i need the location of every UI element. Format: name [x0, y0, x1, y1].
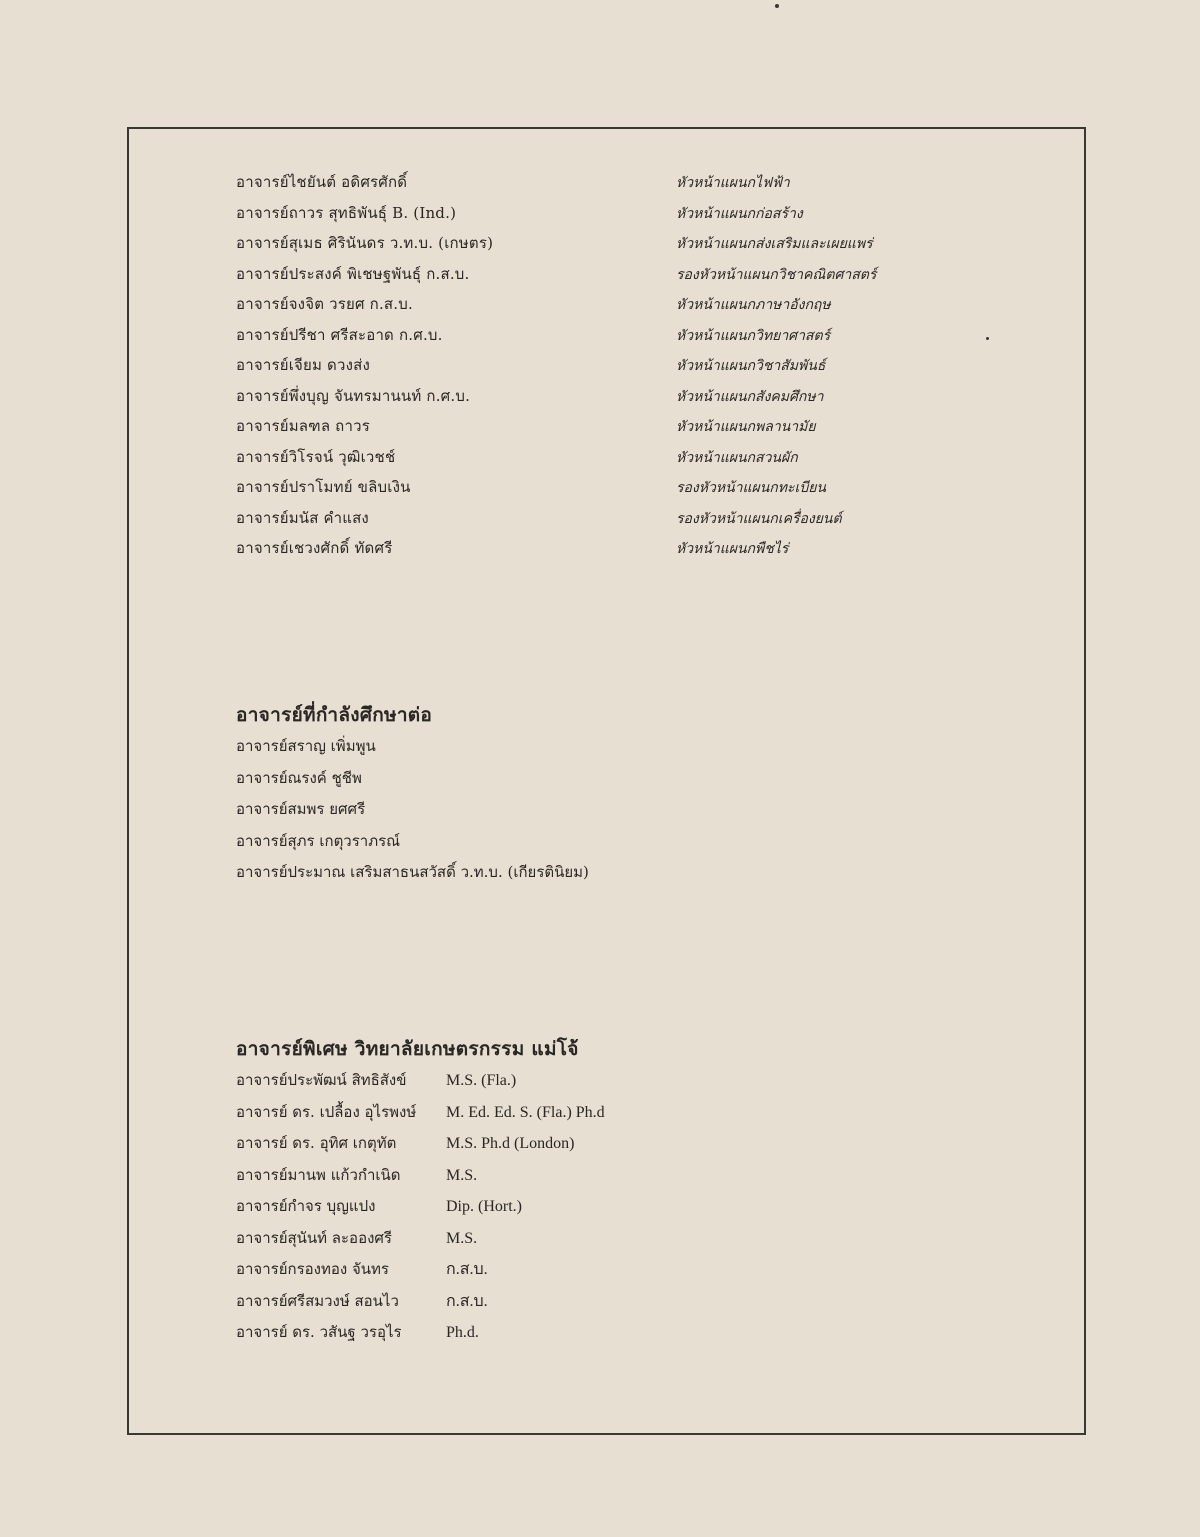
special-name: อาจารย์กำจร บุญแปง	[236, 1197, 376, 1215]
special-row	[236, 1131, 956, 1163]
staff-row	[236, 201, 1016, 232]
study-row	[236, 860, 956, 892]
study-name: อาจารย์สราญ เพิ่มพูน	[236, 737, 376, 755]
study-list	[236, 734, 956, 892]
special-degree: M.S.	[446, 1229, 478, 1247]
special-degree: ก.ส.บ.	[446, 1292, 488, 1310]
special-name: อาจารย์ ดร. วสันฐ วรอุไร	[236, 1323, 402, 1341]
staff-name: อาจารย์ปรีชา ศรีสะอาด ก.ศ.บ.	[236, 325, 443, 344]
staff-row	[236, 475, 1016, 506]
staff-position: รองหัวหน้าแผนกเครื่องยนต์	[676, 510, 842, 527]
study-row	[236, 766, 956, 798]
staff-position: หัวหน้าแผนกภาษาอังกฤษ	[676, 297, 831, 313]
staff-position: รองหัวหน้าแผนกทะเบียน	[676, 480, 826, 496]
staff-name: อาจารย์เจียม ดวงส่ง	[236, 356, 371, 374]
special-row	[236, 1068, 956, 1100]
staff-name: อาจารย์ปราโมทย์ ขลิบเงิน	[236, 478, 411, 496]
staff-position: หัวหน้าแผนกก่อสร้าง	[676, 205, 803, 222]
staff-row	[236, 506, 1016, 537]
study-section-title: อาจารย์ที่กำลังศึกษาต่อ	[236, 704, 433, 726]
staff-name: อาจารย์จงจิต วรยศ ก.ส.บ.	[236, 295, 413, 313]
staff-row	[236, 536, 1016, 567]
special-degree: M.S. (Fla.)	[446, 1072, 517, 1089]
study-row	[236, 829, 956, 861]
staff-position: หัวหน้าแผนกพลานามัย	[676, 419, 816, 435]
staff-name: อาจารย์วิโรจน์ วุฒิเวชช์	[236, 447, 396, 466]
special-degree: Ph.d.	[446, 1324, 479, 1341]
staff-row	[236, 262, 1016, 293]
special-name: อาจารย์ ดร. เปลื้อง อุไรพงษ์	[236, 1102, 417, 1121]
staff-name: อาจารย์สุเมธ ศิรินันดร ว.ท.บ. (เกษตร)	[236, 234, 494, 252]
special-name: อาจารย์กรองทอง จันทร	[236, 1260, 389, 1278]
ink-speck	[775, 4, 779, 8]
staff-name: อาจารย์พึ่งบุญ จันทรมานนท์ ก.ศ.บ.	[236, 386, 471, 405]
staff-position: หัวหน้าแผนกสวนผัก	[676, 449, 798, 466]
special-degree: ก.ส.บ.	[446, 1261, 488, 1278]
staff-position: หัวหน้าแผนกสังคมศึกษา	[676, 388, 824, 405]
special-row	[236, 1289, 956, 1321]
staff-row	[236, 353, 1016, 384]
staff-row	[236, 170, 1016, 201]
department-heads-list	[236, 170, 1016, 567]
special-degree: M. Ed. Ed. S. (Fla.) Ph.d	[446, 1103, 605, 1121]
special-section-title: อาจารย์พิเศษ วิทยาลัยเกษตรกรรม แม่โจ้	[236, 1038, 579, 1060]
special-degree: M.S. Ph.d (London)	[446, 1135, 575, 1152]
special-row	[236, 1226, 956, 1258]
staff-position: หัวหน้าแผนกวิทยาศาสตร์	[676, 327, 831, 344]
staff-position: หัวหน้าแผนกส่งเสริมและเผยแพร่	[676, 236, 873, 252]
study-name: อาจารย์สมพร ยศศรี	[236, 800, 366, 818]
staff-name: อาจารย์ถาวร สุทธิพันธุ์ B. (Ind.)	[236, 203, 457, 222]
special-name: อาจารย์สุนันท์ ละอองศรี	[236, 1228, 392, 1247]
staff-name: อาจารย์มนัส คำแสง	[236, 508, 369, 527]
staff-position: รองหัวหน้าแผนกวิชาคณิตศาสตร์	[676, 266, 877, 283]
staff-name: อาจารย์เชวงศักดิ์ ทัดศรี	[236, 539, 393, 557]
staff-name: อาจารย์ไชยันต์ อดิศรศักดิ์	[236, 173, 408, 191]
special-lecturers-list	[236, 1068, 956, 1352]
staff-position: หัวหน้าแผนกวิชาสัมพันธ์	[676, 358, 826, 374]
special-row	[236, 1163, 956, 1195]
special-row	[236, 1194, 956, 1226]
study-name: อาจารย์ประมาณ เสริมสาธนสวัสดิ์ ว.ท.บ. (เกียรตินิยม)	[236, 863, 589, 881]
staff-position: หัวหน้าแผนกไฟฟ้า	[676, 175, 790, 191]
staff-row	[236, 323, 1016, 354]
special-row	[236, 1100, 956, 1132]
study-name: อาจารย์ณรงค์ ชูชีพ	[236, 768, 362, 787]
special-name: อาจารย์ ดร. อุทิศ เกตุทัต	[236, 1134, 397, 1152]
staff-position: หัวหน้าแผนกพืชไร่	[676, 541, 789, 557]
special-row	[236, 1320, 956, 1352]
special-row	[236, 1257, 956, 1289]
study-row	[236, 734, 956, 766]
special-name: อาจารย์มานพ แก้วกำเนิด	[236, 1165, 401, 1184]
staff-row	[236, 414, 1016, 445]
staff-name: อาจารย์มลฑล ถาวร	[236, 417, 370, 435]
study-row	[236, 797, 956, 829]
staff-row	[236, 231, 1016, 262]
special-degree: M.S.	[446, 1166, 478, 1184]
staff-row	[236, 292, 1016, 323]
staff-name: อาจารย์ประสงค์ พิเชษฐพันธุ์ ก.ส.บ.	[236, 264, 470, 283]
special-name: อาจารย์ศรีสมวงษ์ สอนไว	[236, 1291, 399, 1310]
special-degree: Dip. (Hort.)	[446, 1198, 522, 1215]
special-name: อาจารย์ประพัฒน์ สิทธิสังข์	[236, 1071, 407, 1089]
study-name: อาจารย์สุภร เกตุวราภรณ์	[236, 831, 401, 850]
staff-row	[236, 384, 1016, 415]
staff-row	[236, 445, 1016, 476]
